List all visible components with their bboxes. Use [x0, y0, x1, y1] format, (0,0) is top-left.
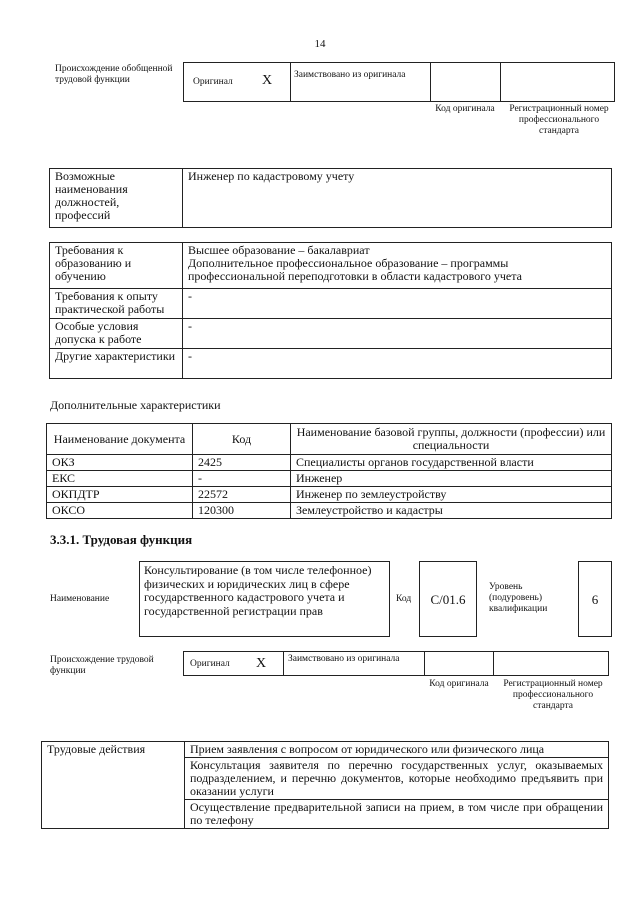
table-cell: ОКПДТР	[47, 487, 193, 503]
header-cell: Наименование базовой группы, должности (профессии) или специальности	[291, 424, 612, 455]
table-cell: ОКЗ	[47, 455, 193, 471]
table-cell: 120300	[193, 503, 291, 519]
req-label: Требования к опыту практической работы	[50, 289, 183, 319]
borrowed-label: Заимствовано из оригинала	[294, 70, 406, 80]
header-cell: Наименование документа	[47, 424, 193, 455]
original-label: Оригинал	[193, 77, 233, 87]
table-cell: -	[193, 471, 291, 487]
action-item: Консультация заявителя по перечню государственных услуг, оказываемых подразделением, и перечню документов, которые необходимо предъявить при оказании услуги	[185, 758, 609, 800]
level-value: 6	[591, 592, 599, 607]
additional-table	[46, 423, 612, 519]
req-value: -	[183, 349, 612, 379]
origin-label: Происхождение трудовой функции	[50, 655, 154, 676]
level-label: Уровень (подуровень) квалификации	[489, 582, 548, 614]
possible-names-table	[49, 168, 612, 228]
function-name: Консультирование (в том числе телефонное) физических и юридических лиц в сфере государственного кадастрового учета и государственной регистрации прав	[144, 563, 372, 618]
original-mark: X	[262, 73, 273, 88]
table-cell: ЕКС	[47, 471, 193, 487]
borrowed-label: Заимствовано из оригинала	[288, 654, 400, 664]
function-name-label: Наименование	[50, 594, 110, 604]
possible-names-label: Возможные наименования должностей, профессий	[50, 169, 183, 228]
table-cell: 2425	[193, 455, 291, 471]
req-value: -	[183, 289, 612, 319]
action-item: Прием заявления с вопросом от юридического или физического лица	[185, 742, 609, 758]
reg-number-caption: Регистрационный номер профессионального стандарта	[503, 679, 603, 711]
req-value: -	[183, 319, 612, 349]
page-number: 14	[314, 38, 326, 50]
req-label: Другие характеристики	[50, 349, 183, 379]
req-label: Требования к образованию и обучению	[50, 243, 183, 289]
table-cell: 22572	[193, 487, 291, 503]
code-caption: Код оригинала	[435, 104, 495, 114]
original-label: Оригинал	[190, 659, 230, 669]
req-value: Высшее образование – бакалавриат Дополнительное профессиональное образование – программы профессиональной переподготовки в области кадастрового учета	[183, 243, 612, 289]
action-item: Осуществление предварительной записи на прием, в том числе при обращении по телефону	[185, 800, 609, 829]
req-label: Особые условия допуска к работе	[50, 319, 183, 349]
origin-box	[183, 62, 615, 102]
reg-number-caption: Регистрационный номер профессионального стандарта	[509, 104, 609, 136]
table-cell: Землеустройство и кадастры	[291, 503, 612, 519]
level-box	[578, 561, 612, 637]
possible-names-value: Инженер по кадастровому учету	[183, 169, 612, 228]
actions-table	[41, 741, 609, 829]
header-cell: Код	[193, 424, 291, 455]
function-name-box	[139, 561, 390, 637]
table-cell: Инженер по землеустройству	[291, 487, 612, 503]
origin-label: Происхождение обобщенной трудовой функции	[55, 64, 173, 85]
code-label: Код	[396, 594, 412, 604]
section-title: 3.3.1. Трудовая функция	[50, 532, 193, 547]
table-cell: Инженер	[291, 471, 612, 487]
additional-title: Дополнительные характеристики	[50, 398, 221, 412]
code-box	[419, 561, 477, 637]
actions-label: Трудовые действия	[42, 742, 185, 829]
table-cell: Специалисты органов государственной власти	[291, 455, 612, 471]
original-mark: X	[256, 656, 267, 671]
code-caption: Код оригинала	[429, 679, 489, 689]
function-code: С/01.6	[430, 592, 466, 607]
table-cell: ОКСО	[47, 503, 193, 519]
requirements-table	[49, 242, 612, 379]
